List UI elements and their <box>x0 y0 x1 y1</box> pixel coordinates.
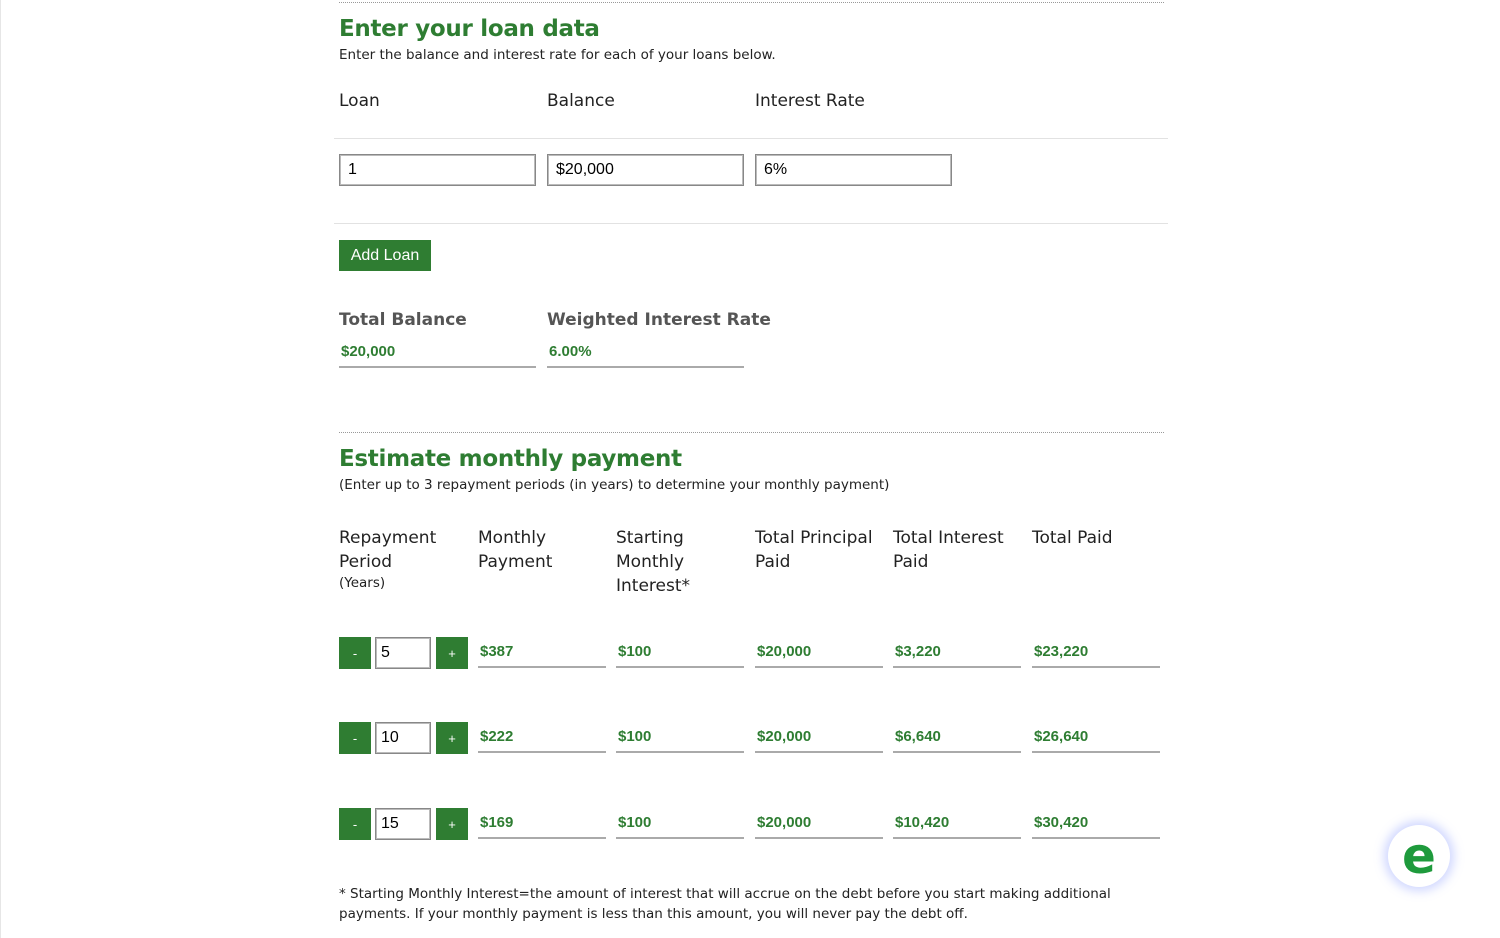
col-starting-interest: Starting Monthly Interest* <box>616 528 691 596</box>
principal-value: $20,000 <box>755 728 883 753</box>
chat-launcher-button[interactable] <box>1388 825 1450 887</box>
divider <box>339 2 1164 3</box>
interest-value: $100 <box>616 643 744 668</box>
col-total-interest: Total Interest Paid <box>893 528 1004 572</box>
weighted-rate-label: Weighted Interest Rate <box>547 310 771 330</box>
principal-value: $20,000 <box>755 814 883 839</box>
col-balance: Balance <box>547 91 615 111</box>
increase-years-button[interactable]: + <box>436 637 468 669</box>
total-interest-value: $10,420 <box>893 814 1021 839</box>
total-value: $23,220 <box>1032 643 1160 668</box>
monthly-value: $222 <box>478 728 606 753</box>
col-label: Repayment Period <box>339 528 437 572</box>
principal-value: $20,000 <box>755 643 883 668</box>
increase-years-button[interactable]: + <box>436 722 468 754</box>
divider <box>334 223 1168 224</box>
col-monthly-payment: Monthly Payment <box>478 528 553 572</box>
total-interest-value: $6,640 <box>893 728 1021 753</box>
period-unit: (Years) <box>339 575 386 591</box>
balance-input[interactable] <box>547 154 744 186</box>
chat-logo-icon: e <box>1402 827 1436 885</box>
decrease-years-button[interactable]: - <box>339 637 371 669</box>
weighted-rate-value: 6.00% <box>547 343 744 368</box>
monthly-value: $169 <box>478 814 606 839</box>
loan-name-input[interactable] <box>339 154 536 186</box>
col-repayment-period <box>339 526 464 592</box>
decrease-years-button[interactable]: - <box>339 722 371 754</box>
footnote: * Starting Monthly Interest=the amount of interest that will accrue on the debt before you start making additional payments. If your monthly payment is less than this amount, you will never pay the debt off. <box>339 886 1111 922</box>
divider <box>334 138 1168 139</box>
add-loan-button[interactable]: Add Loan <box>339 240 431 271</box>
total-value: $30,420 <box>1032 814 1160 839</box>
decrease-years-button[interactable]: - <box>339 808 371 840</box>
col-loan: Loan <box>339 91 380 111</box>
payment-section-subtitle: (Enter up to 3 repayment periods (in years) to determine your monthly payment) <box>339 477 890 493</box>
payment-section-title: Estimate monthly payment <box>339 446 682 472</box>
increase-years-button[interactable]: + <box>436 808 468 840</box>
loan-section-title: Enter your loan data <box>339 16 600 42</box>
total-interest-value: $3,220 <box>893 643 1021 668</box>
monthly-value: $387 <box>478 643 606 668</box>
interest-rate-input[interactable] <box>755 154 952 186</box>
col-total-paid: Total Paid <box>1032 528 1113 548</box>
total-balance-label: Total Balance <box>339 310 467 330</box>
divider <box>339 432 1164 433</box>
total-balance-value: $20,000 <box>339 343 536 368</box>
interest-value: $100 <box>616 728 744 753</box>
years-input[interactable] <box>375 808 431 840</box>
col-interest-rate: Interest Rate <box>755 91 865 111</box>
years-input[interactable] <box>375 722 431 754</box>
years-input[interactable] <box>375 637 431 669</box>
interest-value: $100 <box>616 814 744 839</box>
loan-section-subtitle: Enter the balance and interest rate for each of your loans below. <box>339 47 776 63</box>
page-edge <box>0 0 1 938</box>
col-total-principal: Total Principal Paid <box>755 528 873 572</box>
total-value: $26,640 <box>1032 728 1160 753</box>
